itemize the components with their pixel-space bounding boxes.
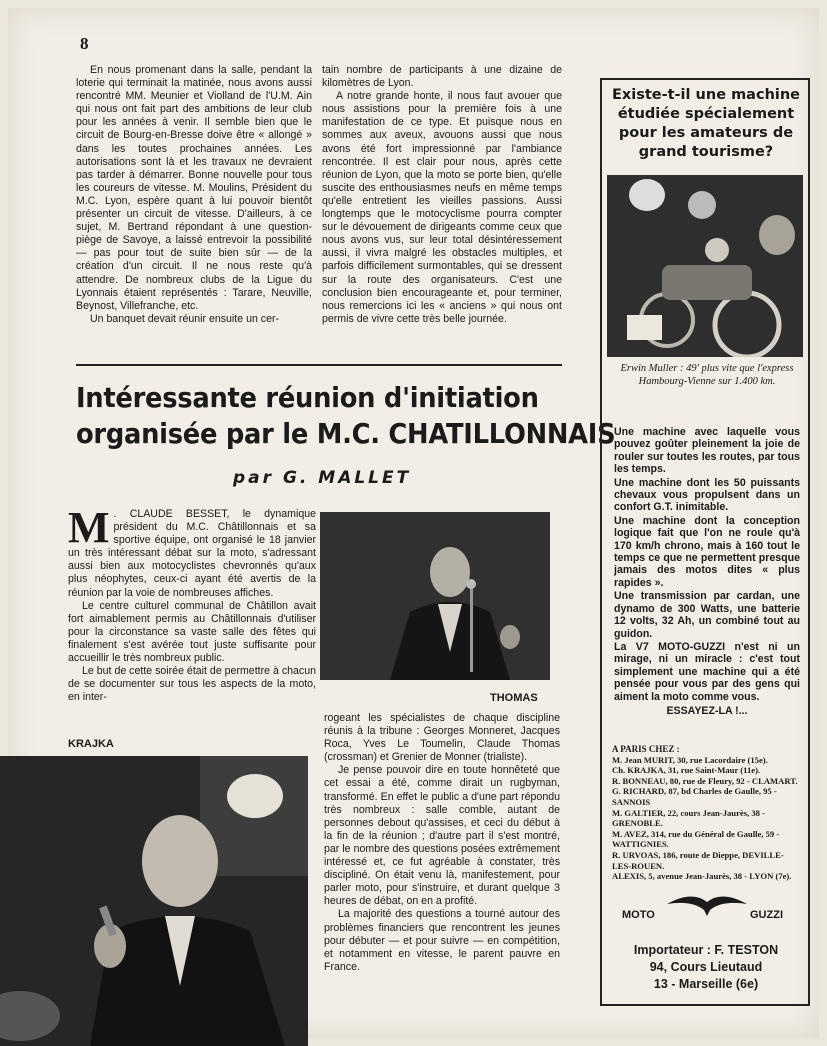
dealer-entry: Ch. KRAJKA, 31, rue Saint-Maur (11e).	[612, 765, 761, 776]
paragraph: rogeant les spécialistes de chaque discipline réunis à la tribune : Georges Monneret, Jacques Roca, Yves Le Toumelin, Claude Thomas (crossman) et Grenier de Monner (trialiste).	[324, 712, 560, 764]
ad-title: Existe-t-il une machine étudiée spécialement pour les amateurs de grand tourisme?	[611, 87, 801, 160]
photo-krajka-image	[0, 756, 308, 1046]
photo-thomas-caption: THOMAS	[490, 692, 538, 704]
logo-right-text: GUZZI	[750, 909, 783, 921]
article-byline: par G. MALLET	[233, 468, 412, 488]
page-number: 8	[80, 34, 89, 53]
importer-line: 94, Cours Lieutaud	[649, 960, 763, 974]
article-column-right	[324, 712, 560, 974]
ad-paragraph: Une machine avec laquelle vous pouvez goûter pleinement la joie de rouler sur toutes les routes, par tous les temps.	[614, 426, 800, 476]
article-headline	[76, 380, 616, 452]
ad-photo-image	[607, 175, 803, 357]
article-column-left	[68, 503, 316, 704]
ad-dealer-list	[612, 744, 802, 882]
paragraph: Le but de cette soirée était de permettre à chacun de se documenter sur tous les aspects de la moto, en inter-	[68, 665, 316, 704]
ad-paragraph: Une machine dont les 50 puissants chevaux vous propulsent dans un confort G.T. inimitable.	[614, 476, 800, 514]
top-column-left	[76, 64, 312, 326]
ad-importer	[608, 942, 804, 993]
paragraph: Je pense pouvoir dire en toute honnêteté que cet essai a été, comme dirait un rugbyman, transformé. En effet le public a d'une part répondu très nombreux : salle comble, autant de personnes debout qu'assises, et ceci du début à la fin de la réunion ; d'autre part il s'est montré, par le nombre des questions posées extrêmement intéressé et, ce fut agréable à constater, très discipliné. On était venu là, manifestement, pour parler moto, pour s'instruire, et durant quelque 3 heures de débat, on en a profité.	[324, 764, 560, 908]
dealers-heading: A PARIS CHEZ :	[612, 744, 680, 754]
dealer-entry: ALEXIS, 5, avenue Jean-Jaurès, 38 - LYON (7e).	[612, 871, 792, 882]
paragraph: La majorité des questions a tourné autour des problèmes financiers que rencontrent les jeunes pour débuter — et pour suivre — en compétition, et notamment en vitesse, le parent pauvre en France.	[324, 908, 560, 973]
section-divider	[76, 364, 562, 366]
dealer-entry: M. GALTIER, 22, cours Jean-Jaurès, 38 - GRENOBLE.	[612, 807, 765, 829]
top-column-right	[322, 64, 562, 326]
guzzi-eagle-icon	[622, 886, 792, 926]
ad-photo-caption: Erwin Muller : 49' plus vite que l'express Hambourg-Vienne sur 1.400 km.	[620, 363, 794, 387]
paragraph: Le centre culturel communal de Châtillon avait fort aimablement permis au Châtillonnais d'utiliser pour la circonstance sa vaste salle des fêtes qui finalement s'est avérée tout juste suffisante pour accueillir le très nombreux public.	[68, 599, 316, 665]
dealer-entry: G. RICHARD, 87, bd Charles de Gaulle, 95 - SANNOIS	[612, 786, 777, 807]
ad-paragraph: Une transmission par cardan, une dynamo de 300 Watts, une batterie 12 volts, 32 Ah, un combiné tout au guidon.	[614, 590, 800, 640]
ad-call-to-action: ESSAYEZ-LA !...	[666, 704, 748, 717]
importer-line: Importateur : F. TESTON	[633, 943, 779, 957]
dealer-entry: R. BONNEAU, 80, rue de Fleury, 92 - CLAMART.	[612, 775, 798, 786]
drop-cap: M	[68, 503, 110, 552]
lead-text: . CLAUDE BESSET, le dynamique président du M.C. Châtillonnais et sa sportive équipe, ont organisé le 18 janvier un très intéressant débat sur la moto, s'adressant aussi bien aux motocyclistes chevronnés qu'aux plus néophytes, ceux-ci ayant été avertis de la réunion par la voie de nombreuses affiches.	[68, 508, 316, 599]
ad-paragraph: La V7 MOTO-GUZZI n'est ni un mirage, ni un miracle : c'est tout simplement une machine qui a été pensée pour vous par des gens qui aiment la moto comme vous.	[614, 640, 800, 703]
importer-line: 13 - Marseille (6e)	[653, 977, 759, 991]
ad-photo	[607, 175, 803, 357]
magazine-page	[8, 8, 819, 1038]
paragraph: A notre grande honte, il nous faut avouer que nous assistions pour la première fois à une manifestation de ce type. Et puisque nous en sommes aux aveux, avouons aussi que nous avons été fort impressionné par l'ambiance rencontrée. Il est clair pour nous, après cette réunion de Lyon, que la moto se porte bien, qu'elle suscite des enthousiasmes neufs en même temps qu'elle entretient les vieilles passions. Aussi longtemps que le motocyclisme pourra compter sur le dévouement de dirigeants comme ceux que nous avons vus, sur leur total désintéressement aussi, il vivra malgré les obstacles multiples, et parfois difficilement surmontables, qui se dressent sur la route des organisateurs. C'est une conclusion bien encourageante et, pour terminer, nous remercions ici les « anciens » qui nous ont permis de vivre cette très belle journée.	[322, 90, 562, 325]
logo-left-text: MOTO	[622, 909, 655, 921]
paragraph-lead	[68, 503, 316, 600]
photo-thomas-image	[320, 512, 550, 680]
ad-body	[614, 426, 800, 717]
moto-guzzi-advertisement	[600, 78, 810, 1006]
headline-line-2: organisée par le M.C. CHATILLONNAIS	[76, 417, 616, 450]
photo-thomas	[320, 512, 550, 680]
headline-line-1: Intéressante réunion d'initiation	[76, 381, 539, 414]
paragraph: tain nombre de participants à une dizaine de kilomètres de Lyon.	[322, 64, 562, 90]
photo-krajka	[0, 756, 308, 1046]
moto-guzzi-logo	[622, 886, 792, 926]
paragraph: Un banquet devait réunir ensuite un cer-	[90, 312, 280, 325]
paragraph: En nous promenant dans la salle, pendant la loterie qui terminait la matinée, nous avons aussi rencontré MM. Meunier et Violland de l'U.M. Ain qui nous ont fait part des ambitions de leur club pour les années à venir. Il semble bien que le circuit de Bourg-en-Bresse doive être « allongé » dans les toutes prochaines années. Les autorisations sont là et les travaux ne devraient pas tarder à démarrer. Bonne nouvelle pour tous les coureurs de vitesse. M. Moulins, Président du M.C. Lyon, espère quant à lui pouvoir bientôt présenter un circuit de vitesse. D'ailleurs, à ce sujet, M. Bertrand répondant à une question-piège de Savoye, a laissé entrevoir la possibilité — pas pour tout de suite bien sûr — de la création d'un circuit. Il ne nous reste qu'à attendre. De nombreux clubs de la Ligue du Lyonnais étaient représentés : Tarare, Neuville, Beynost, Villefranche, etc.	[76, 64, 312, 312]
photo-krajka-caption: KRAJKA	[68, 738, 114, 750]
dealer-entry: M. Jean MURIT, 30, rue Lacordaire (15e).	[612, 754, 768, 765]
dealer-entry: M. AVEZ, 314, rue du Général de Gaulle, 59 - WATTIGNIES.	[612, 828, 780, 850]
dealer-entry: R. URVOAS, 186, route de Dieppe, DEVILLE-LES-ROUEN.	[612, 849, 784, 871]
ad-paragraph: Une machine dont la conception logique fait que l'on ne roule qu'à 170 km/h chrono, mais à 160 tout le temps ce que ne permettent presque jamais des motos dites « plus rapides ».	[614, 514, 800, 589]
